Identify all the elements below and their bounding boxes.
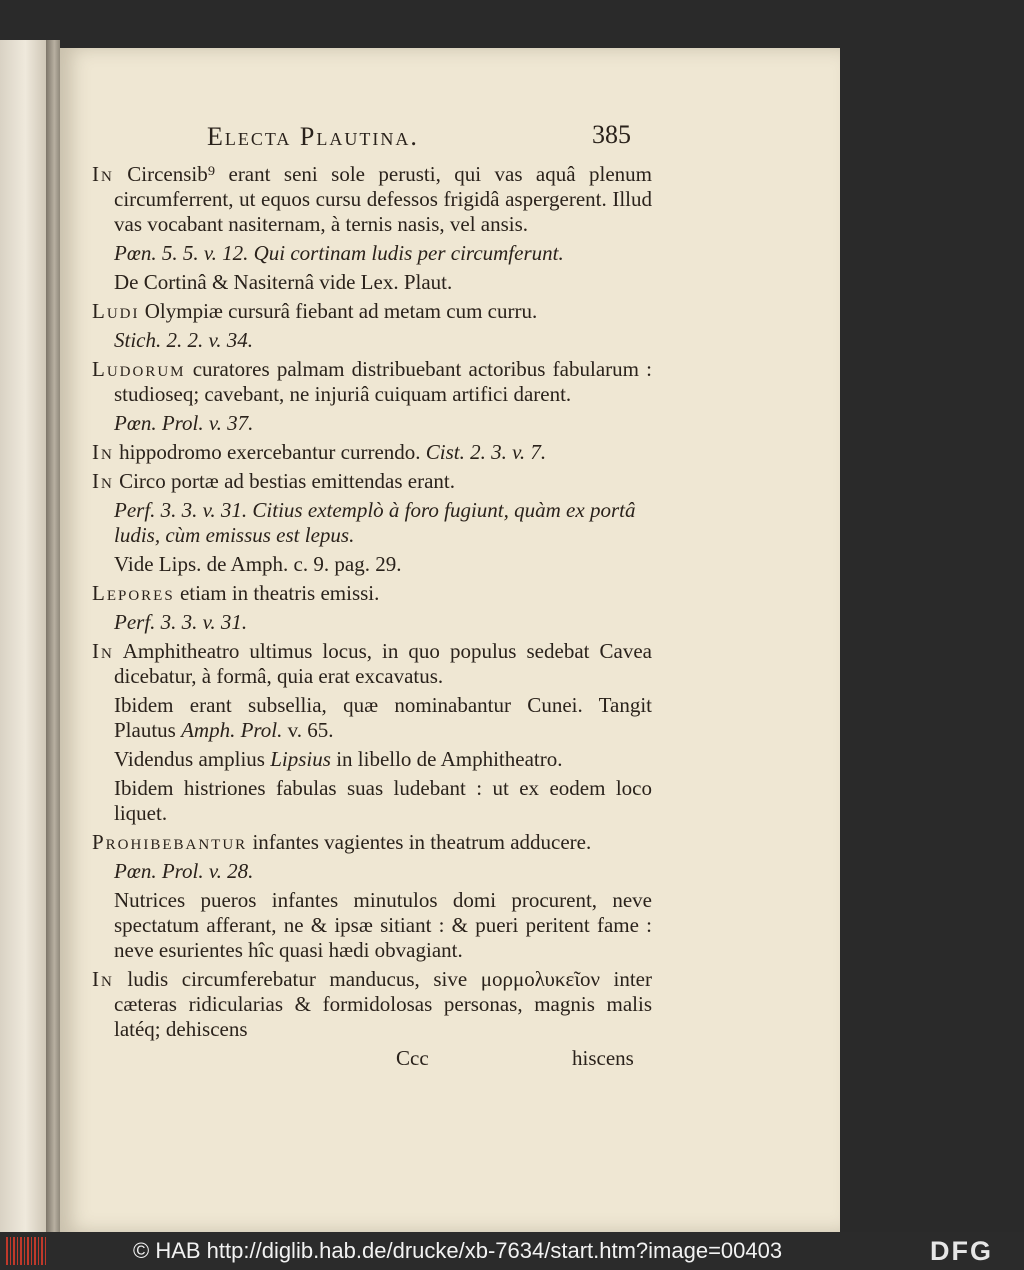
- page-number: 385: [592, 120, 631, 149]
- catchword: hiscens: [572, 1046, 634, 1070]
- entry-paragraph: [92, 639, 652, 689]
- sub-text: Videndus amplius: [114, 747, 271, 771]
- sub-italic: Lipsius: [270, 747, 331, 771]
- signature-mark: Ccc: [396, 1046, 429, 1070]
- citation-ref: Perf. 3. 3. v. 31.: [114, 610, 248, 634]
- entry-text: curatores palmam distribuebant actoribus fabularum : studioseq; cavebant, ne injuriâ cuiquam artifici darent.: [114, 357, 652, 406]
- entry-paragraph: [92, 162, 652, 237]
- entry-paragraph: [92, 469, 652, 494]
- book-page: [60, 48, 840, 1232]
- entry-lead-word: Ludi: [92, 299, 140, 323]
- dfg-logo: DFG: [930, 1236, 993, 1266]
- sub-paragraph: [92, 693, 652, 743]
- entry-text: Circo portæ ad bestias emittendas erant.: [113, 469, 455, 493]
- entry-lead-word: In: [92, 440, 114, 464]
- citation-line: [92, 411, 652, 436]
- entry-lead-word: In: [92, 469, 114, 493]
- catchline: [92, 1046, 652, 1072]
- citation-ref: Perf. 3. 3. v. 31.: [114, 498, 248, 522]
- sub-paragraph: [92, 270, 652, 295]
- barcode-icon: [6, 1237, 46, 1265]
- sub-text: Vide Lips. de Amph. c. 9. pag. 29.: [114, 552, 402, 576]
- entry-paragraph: [92, 299, 652, 324]
- previous-page-edge: [0, 40, 46, 1232]
- sub-text: Nutrices pueros infantes minutulos domi procurent, neve spectatum afferant, ne & ipsæ sitiant : & pueri peritent fame : neve esurientes hîc quasi hædi obvagiant.: [114, 888, 652, 962]
- citation-ref: Pœn. 5. 5. v. 12.: [114, 241, 249, 265]
- citation-line: [92, 498, 652, 548]
- entry-lead-word: In: [92, 162, 114, 186]
- entry-text: ludis circumferebatur manducus, sive μορμολυκεῖον inter cæteras ridicularias & formidolosas personas, magnis malis latéq; dehiscens: [113, 967, 652, 1041]
- sub-text: Ibidem erant subsellia, quæ nominabantur Cunei. Tangit Plautus: [114, 693, 652, 742]
- entry-paragraph: [92, 357, 652, 407]
- entry-text: Circensib⁹ erant seni sole perusti, qui vas aquâ plenum circumferrent, ut equos cursu defessos frigidâ aspergerent. Illud vas vocabant nasiternam, à ternis nasis, vel ansis.: [113, 162, 652, 236]
- citation-line: [92, 328, 652, 353]
- citation-line: [92, 241, 652, 266]
- entry-citation: Cist. 2. 3. v. 7.: [425, 440, 547, 464]
- page-header: [92, 120, 652, 160]
- entry-lead-word: Ludorum: [92, 357, 186, 381]
- sub-tail: in libello de Amphitheatro.: [330, 747, 563, 771]
- book-binding: [46, 40, 60, 1232]
- citation-line: [92, 610, 652, 635]
- entry-paragraph: [92, 830, 652, 855]
- entry-text: Amphitheatro ultimus locus, in quo populus sedebat Cavea dicebatur, à formâ, quia erat excavatus.: [113, 639, 652, 688]
- viewer-footer: [0, 1232, 1024, 1270]
- citation-ref: Pœn. Prol. v. 37.: [114, 411, 254, 435]
- sub-text: De Cortinâ & Nasiternâ vide Lex. Plaut.: [114, 270, 453, 294]
- sub-paragraph: [92, 776, 652, 826]
- sub-tail: v. 65.: [282, 718, 334, 742]
- entries-list: [92, 162, 652, 1042]
- entry-lead-word: Lepores: [92, 581, 175, 605]
- citation-ref: Pœn. Prol. v. 28.: [114, 859, 254, 883]
- copyright-link[interactable]: © HAB http://diglib.hab.de/drucke/xb-7634/start.htm?image=00403: [133, 1238, 783, 1263]
- entry-paragraph: [92, 967, 652, 1042]
- citation-line: [92, 859, 652, 884]
- entry-text: etiam in theatris emissi.: [174, 581, 380, 605]
- sub-paragraph: [92, 552, 652, 577]
- running-head: Electa Plautina.: [207, 122, 419, 151]
- sub-paragraph: [92, 747, 652, 772]
- entry-paragraph: [92, 581, 652, 606]
- entry-text: Olympiæ cursurâ fiebant ad metam cum curru.: [139, 299, 538, 323]
- entry-lead-word: In: [92, 967, 114, 991]
- sub-paragraph: [92, 888, 652, 963]
- citation-quote: Citius extemplò à foro fugiunt, quàm ex portâ ludis, cùm emissus est lepus.: [114, 498, 636, 547]
- entry-paragraph: [92, 440, 652, 465]
- entry-text: hippodromo exercebantur currendo.: [113, 440, 426, 464]
- entry-lead-word: In: [92, 639, 114, 663]
- page-text-block: [92, 120, 652, 1072]
- sub-text: Ibidem histriones fabulas suas ludebant : ut ex eodem loco liquet.: [114, 776, 652, 825]
- sub-italic: Amph. Prol.: [181, 718, 283, 742]
- citation-quote: Qui cortinam ludis per circumferunt.: [248, 241, 564, 265]
- entry-lead-word: Prohibebantur: [92, 830, 248, 854]
- citation-ref: Stich. 2. 2. v. 34.: [114, 328, 254, 352]
- entry-text: infantes vagientes in theatrum adducere.: [247, 830, 592, 854]
